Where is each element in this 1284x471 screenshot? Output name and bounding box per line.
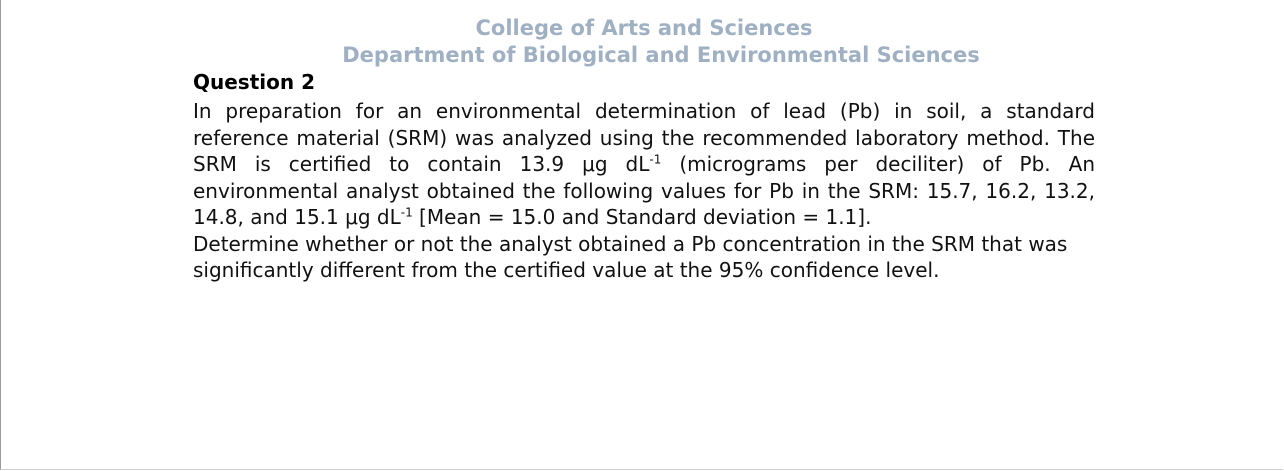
college-name: College of Arts and Sciences [475,16,813,40]
question-text-part-3: [Mean = 15.0 and Standard deviation = 1.1]. [412,205,872,229]
document-header [1,15,1284,69]
department-name: Department of Biological and Environmental Sciences [342,43,980,67]
question-text-part-2: (micrograms per deciliter) of Pb. An environmental analyst obtained the following values for Pb in the SRM: 15.7, 16.2, 13.2, 14.8, and 15.1 μg dL [193,152,1096,229]
unit-exponent-1: -1 [649,152,662,167]
unit-exponent-2: -1 [400,205,413,220]
question-paragraph-1 [193,98,1095,231]
question-text-part-1: In preparation for an environmental determination of lead (Pb) in soil, a standard reference material (SRM) was analyzed using the recommended laboratory method. The SRM is certified to contain 13.9 μg dL [193,99,1095,176]
question-content [193,69,1095,284]
question-heading: Question 2 [193,70,315,94]
question-paragraph-2: Determine whether or not the analyst obtained a Pb concentration in the SRM that was significantly different from the certified value at the 95% confidence level. [193,231,1068,282]
